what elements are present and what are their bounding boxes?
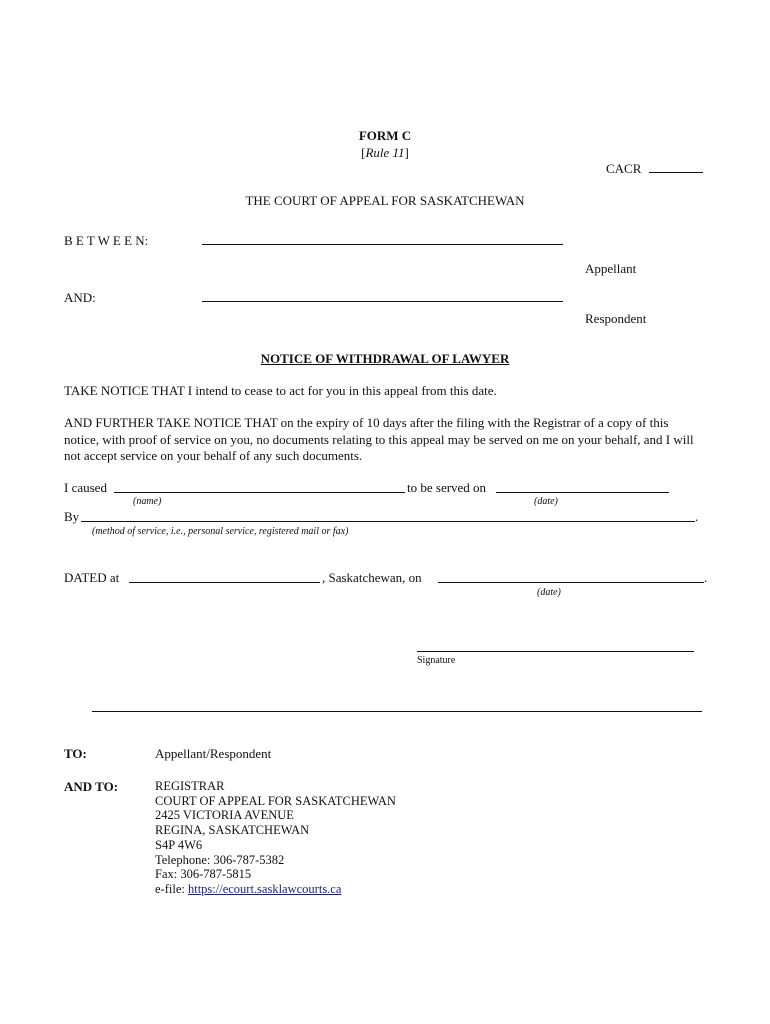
and-to-label: AND TO: <box>64 779 119 794</box>
served-date-line[interactable] <box>496 492 669 493</box>
dated-place-line[interactable] <box>129 582 320 583</box>
signature-line[interactable] <box>417 651 694 652</box>
separator-line <box>92 711 702 712</box>
rule-text: Rule 11 <box>365 145 405 160</box>
caused-label: I caused <box>64 480 107 495</box>
respondent-label: Respondent <box>585 311 647 326</box>
court-name: THE COURT OF APPEAL FOR SASKATCHEWAN <box>245 193 525 208</box>
cacr-number-line[interactable] <box>649 172 703 173</box>
between-label: B E T W E E N: <box>64 233 149 248</box>
rule-open-bracket: [ <box>361 145 366 160</box>
served-name-line[interactable] <box>114 492 405 493</box>
efile-label: e-file: <box>155 881 185 896</box>
name-hint: (name) <box>133 496 162 507</box>
fax-line: Fax: 306-787-5815 <box>155 867 252 882</box>
efile-line <box>155 882 396 897</box>
telephone-line: Telephone: 306-787-5382 <box>155 852 285 867</box>
rule-reference <box>0 145 770 161</box>
service-method-line[interactable] <box>81 521 695 522</box>
form-title: FORM C <box>358 128 412 143</box>
dated-label: DATED at <box>64 570 120 585</box>
city-line: REGINA, SASKATCHEWAN <box>155 823 310 838</box>
dated-date-line[interactable] <box>438 582 704 583</box>
registrar-address <box>155 779 396 897</box>
cacr-label: CACR <box>606 161 642 176</box>
notice-title: NOTICE OF WITHDRAWAL OF LAWYER <box>260 351 510 366</box>
registrar-line: REGISTRAR <box>155 779 225 793</box>
dated-end-period: . <box>704 570 708 585</box>
appellant-name-line[interactable] <box>202 244 563 245</box>
to-label: TO: <box>64 746 87 761</box>
method-hint: (method of service, i.e., personal service, registered mail or fax) <box>92 526 349 537</box>
notice-paragraph-2: AND FURTHER TAKE NOTICE THAT on the expiry of 10 days after the filing with the Registrar of a copy of this notice, with proof of service on you, no documents relating to this appeal may be served on me on your behalf, and I will not accept service on your behalf of any such documents. <box>64 415 694 463</box>
cacr-field <box>606 161 641 177</box>
postal-code-line: S4P 4W6 <box>155 837 203 852</box>
notice-paragraph-1: TAKE NOTICE THAT I intend to cease to act for you in this appeal from this date. <box>64 383 497 398</box>
respondent-name-line[interactable] <box>202 301 563 302</box>
served-date-hint: (date) <box>534 496 558 507</box>
court-line: COURT OF APPEAL FOR SASKATCHEWAN <box>155 793 396 808</box>
by-label: By <box>64 509 80 524</box>
street-line: 2425 VICTORIA AVENUE <box>155 808 294 823</box>
appellant-label: Appellant <box>585 261 637 276</box>
province-label: , Saskatchewan, on <box>322 570 422 585</box>
efile-link[interactable]: https://ecourt.sasklawcourts.ca <box>187 881 342 896</box>
served-on-label: to be served on <box>407 480 487 495</box>
and-label: AND: <box>64 290 96 305</box>
dated-date-hint: (date) <box>537 587 561 598</box>
rule-close-bracket: ] <box>404 145 409 160</box>
to-value: Appellant/Respondent <box>155 746 272 761</box>
signature-label: Signature <box>417 655 456 666</box>
by-end-period: . <box>695 509 699 524</box>
